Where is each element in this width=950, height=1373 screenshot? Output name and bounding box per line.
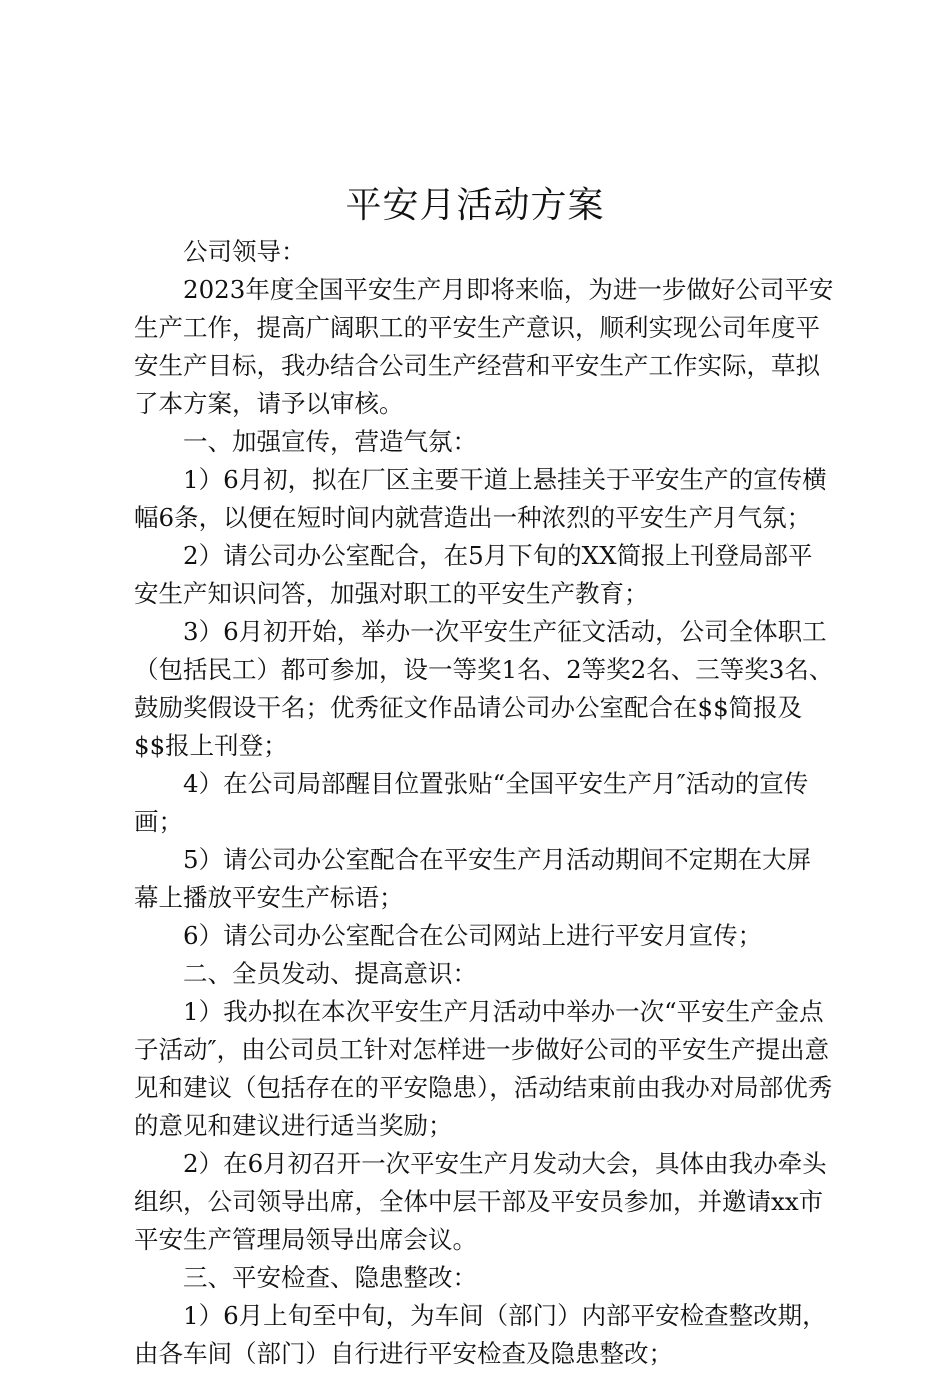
list-item: 1）6月初，拟在厂区主要干道上悬挂关于平安生产的宣传横幅6条，以便在短时间内就营造出一种浓烈的平安生产月气氛； — [134, 465, 827, 532]
list-item: 6）请公司办公室配合在公司网站上进行平安月宣传； — [183, 921, 763, 950]
document-title: 平安月活动方案 — [345, 185, 605, 226]
document-body — [134, 233, 834, 1373]
list-item: 2）请公司办公室配合，在5月下旬的XX简报上刊登局部平安生产知识问答，加强对职工的平安生产教育； — [134, 541, 813, 608]
intro-paragraph: 2023年度全国平安生产月即将来临，为进一步做好公司平安生产工作，提高广阔职工的平安生产意识，顺利实现公司年度平安生产目标，我办结合公司生产经营和平安生产工作实际，草拟了本方案，请予以审核。 — [134, 275, 834, 418]
list-item: 4）在公司局部醒目位置张贴“全国平安生产月″活动的宣传画； — [134, 769, 809, 836]
list-item: 5）请公司办公室配合在平安生产月活动期间不定期在大屏幕上播放平安生产标语； — [134, 845, 812, 912]
salutation: 公司领导： — [183, 237, 306, 266]
section-heading-1: 一、加强宣传，营造气氛： — [183, 427, 477, 456]
list-item: 1）我办拟在本次平安生产月活动中举办一次“平安生产金点子活动″，由公司员工针对怎样进一步做好公司的平安生产提出意见和建议（包括存在的平安隐患），活动结束前由我办对局部优秀的意见和建议进行适当奖励； — [134, 997, 833, 1140]
list-item: 3）6月初开始，举办一次平安生产征文活动，公司全体职工（包括民工）都可参加，设一等奖1名、2等奖2名、三等奖3名、鼓励奖假设干名；优秀征文作品请公司办公室配合在$$简报及$$报上刊登； — [134, 617, 834, 760]
section-heading-3: 三、平安检查、隐患整改： — [183, 1263, 477, 1292]
list-item: 2）在6月初召开一次平安生产月发动大会，具体由我办牵头组织，公司领导出席，全体中层干部及平安员参加，并邀请xx市平安生产管理局领导出席会议。 — [134, 1149, 827, 1254]
list-item: 1）6月上旬至中旬，为车间（部门）内部平安检查整改期，由各车间（部门）自行进行平安检查及隐患整改； — [134, 1301, 827, 1368]
section-heading-2: 二、全员发动、提高意识： — [183, 959, 477, 988]
